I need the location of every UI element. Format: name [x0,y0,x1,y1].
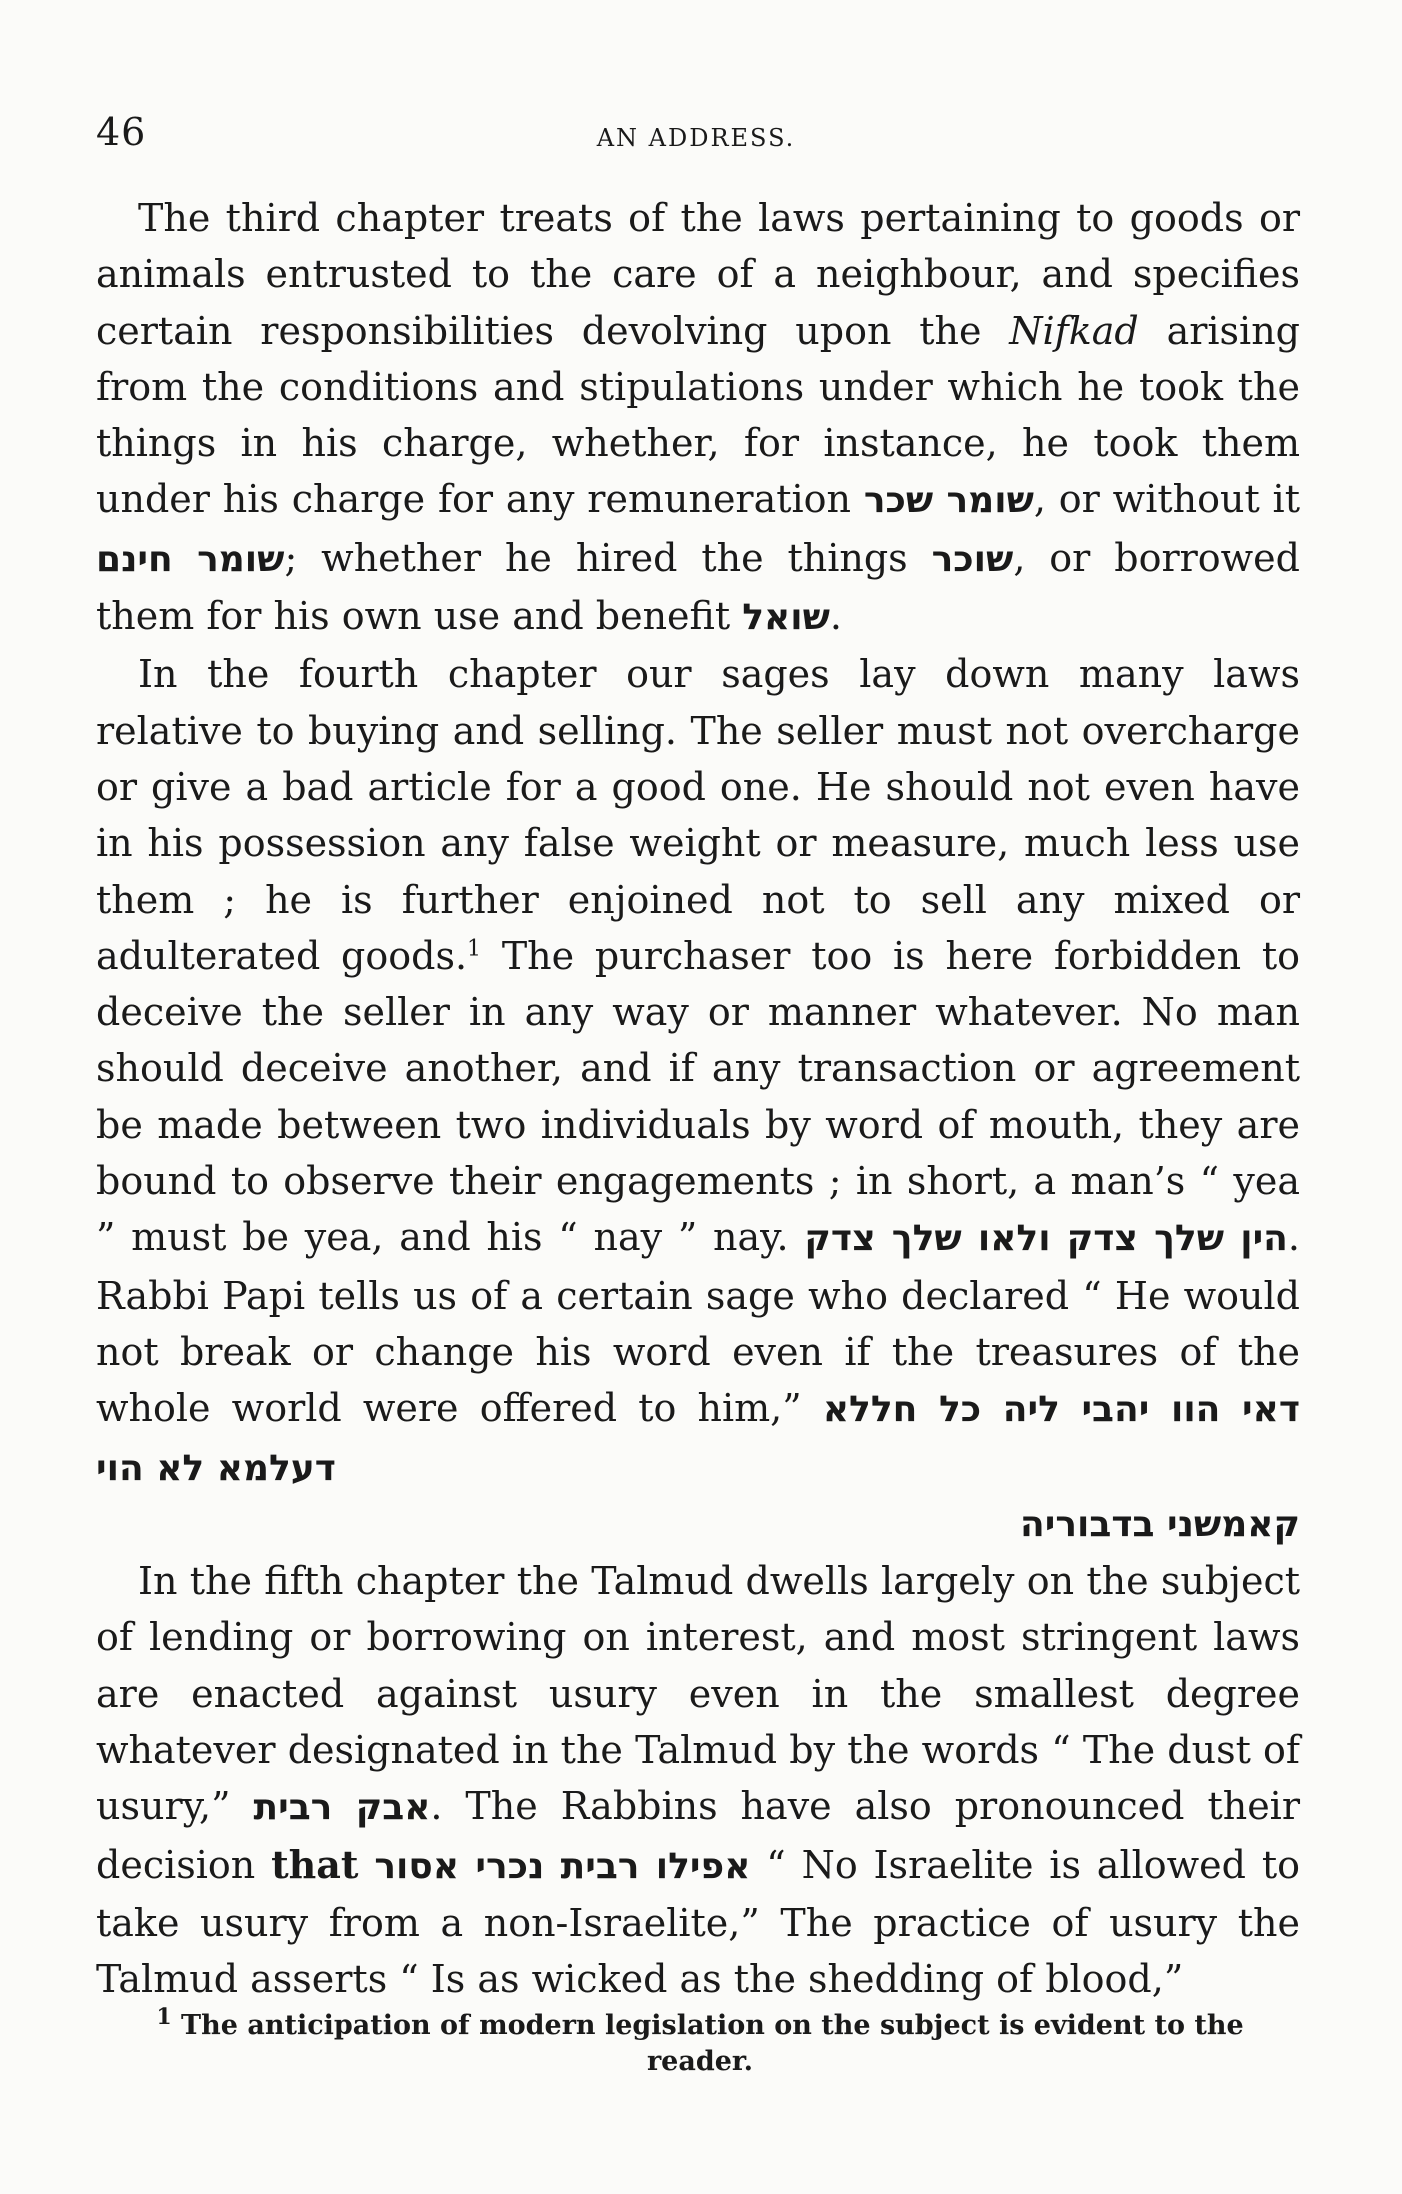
text-run: , or borrowed them for his own use and benefit [96,535,1300,639]
hebrew-term: שוכר [931,538,1014,580]
hebrew-term: שומר חינם [96,538,285,580]
footnote-text: The anticipation of modern legislation on the subject is evident to the reader. [171,2010,1244,2077]
text-run: ; whether he hired the things [284,535,932,580]
text-run: In the fourth chapter our sages lay down many laws relative to buying and selling. The seller must not overcharge or give a bad article for a good one. He should not even have in his possession any false weight or measure, much less use them ; he is further enjoined not to sell any mixed or adulterated goods. [96,652,1300,978]
text-run: “ No Israelite is allowed to take usury from a non-Israelite,” The practice of usury the Talmud asserts “ Is as wicked as the shedding of blood,” [96,1842,1300,2002]
text-run: arising from the conditions and stipulations under which he took the things in his charge, whether, for instance, he took them under his charge for any remuneration [96,308,1300,522]
page-number: 46 [96,110,147,154]
paragraph-fifth-chapter [96,1553,1300,2007]
text-run: The third chapter treats of the laws pertaining to goods or animals entrusted to the care of a neighbour, and specifies certain responsibilities devolving upon the [96,196,1300,353]
hebrew-term: שומר שכר [863,480,1034,522]
footnote-marker: 1 [467,936,482,962]
hebrew-term: שואל [742,597,830,639]
text-run: In the fifth chapter the Talmud dwells largely on the subject of lending or borrowing on interest, and most stringent laws are enacted against usury even in the smallest degree whatever designated in the Talmud by the words “ The dust of usury,” [96,1559,1300,1829]
hebrew-term: אבק רבית [253,1787,431,1829]
text-run: . Rabbi Papi tells us of a certain sage who declared “ He would not break or change his word even if the treasures of the whole world were offered to him,” [96,1215,1300,1431]
paragraph-fourth-chapter [96,646,1300,1553]
paragraph-third-chapter [96,190,1300,646]
term-nifkad: Nifkad [1009,308,1139,353]
text-run: . [829,594,842,639]
body-text [96,190,1300,2008]
running-head: AN ADDRESS. [596,124,796,152]
text-run [358,1843,374,1887]
text-run: . The Rabbins have also pronounced their decision [96,1784,1300,1887]
page-header [96,110,1296,160]
hebrew-quote: הין שלך צדק ולאו שלך צדק [804,1218,1288,1260]
bold-word: that [271,1841,359,1887]
footnote-number: 1 [156,2004,172,2030]
footnote [140,2004,1260,2080]
hebrew-quote: דאי הוו יהבי ליה כל חללא דעלמא לא הוי [96,1389,1300,1489]
hebrew-quote-continued: קאמשני בדבוריה [1020,1503,1300,1545]
hebrew-quote: אפילו רבית נכרי אסור [374,1845,751,1887]
text-run: , or without it [1033,477,1300,522]
text-run: The purchaser too is here forbidden to deceive the seller in any way or manner whatever. No man should deceive another, and if any transaction or agreement be made between two individuals by word of mouth, they are bound to observe their engagements ; in short, a man’s “ yea ” must be yea, and his “ nay ” nay. [96,933,1300,1260]
